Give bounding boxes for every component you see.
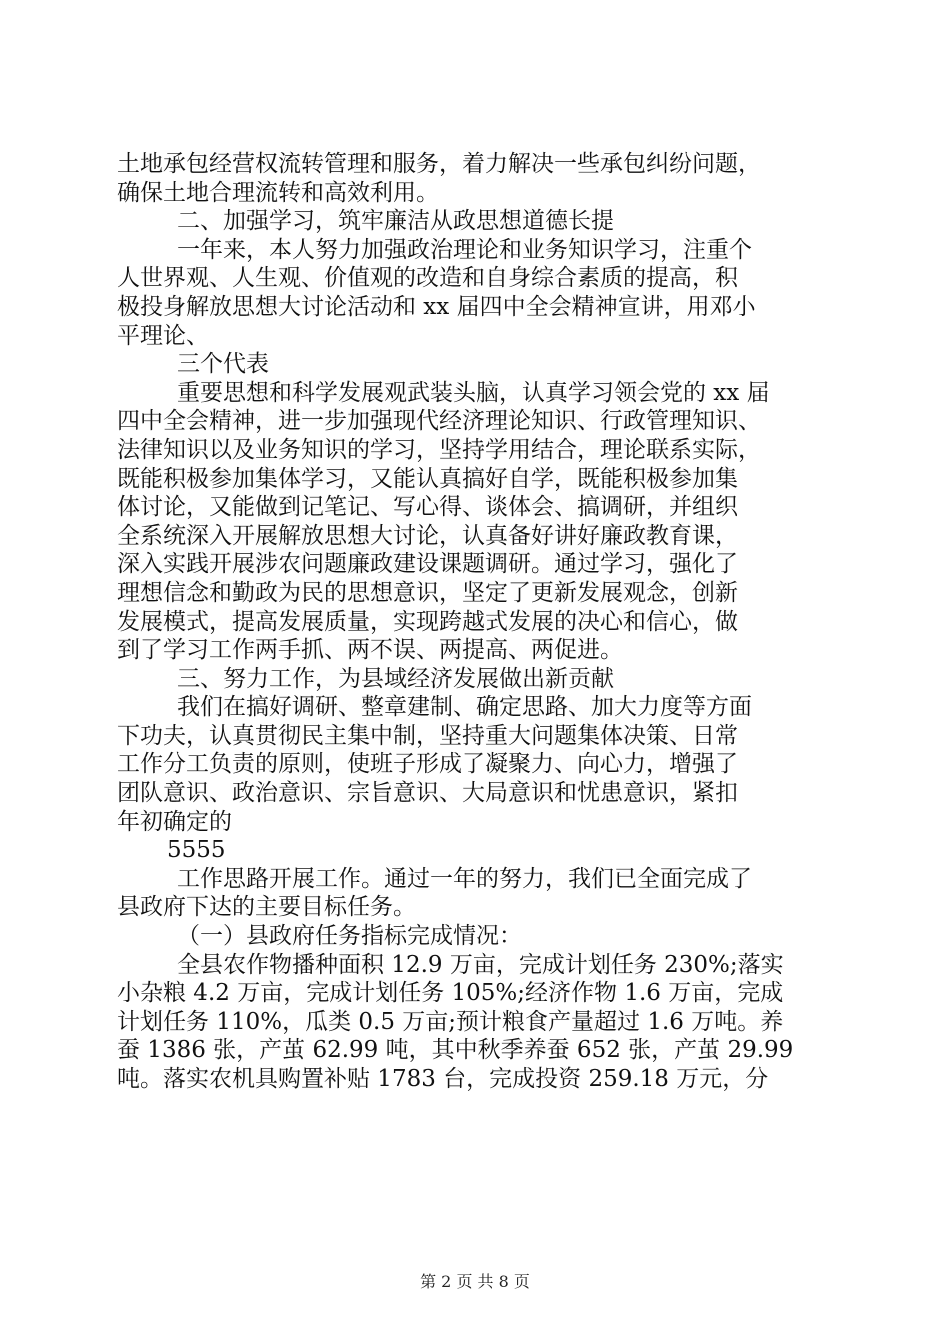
text-line: 工作分工负责的原则，使班子形成了凝聚力、向心力，增强了	[117, 751, 738, 778]
text-line: 到了学习工作两手抓、两不误、两提高、两促进。	[117, 637, 623, 664]
text-line: 县政府下达的主要目标任务。	[117, 894, 416, 921]
text-line: 计划任务 110%，瓜类 0.5 万亩;预计粮食产量超过 1.6 万吨。养	[117, 1008, 784, 1035]
page-number-footer: 第 2 页 共 8 页	[420, 1272, 530, 1291]
text-line: 全系统深入开展解放思想大讨论，认真备好讲好廉政教育课，	[117, 522, 738, 549]
text-line: 三个代表	[177, 351, 269, 378]
text-line: 蚕 1386 张，产茧 62.99 吨，其中秋季养蚕 652 张，产茧 29.99	[117, 1037, 794, 1064]
text-line: 发展模式，提高发展质量，实现跨越式发展的决心和信心，做	[117, 608, 738, 635]
text-line: 体讨论，又能做到记笔记、写心得、谈体会、搞调研，并组织	[117, 494, 738, 521]
text-line: 我们在搞好调研、整章建制、确定思路、加大力度等方面	[177, 694, 752, 721]
text-line: 下功夫，认真贯彻民主集中制，坚持重大问题集体决策、日常	[117, 722, 738, 749]
text-line: 法律知识以及业务知识的学习，坚持学用结合，理论联系实际，	[117, 436, 761, 463]
text-line: 深入实践开展涉农问题廉政建设课题调研。通过学习，强化了	[117, 551, 738, 578]
text-line: 极投身解放思想大讨论活动和 xx 届四中全会精神宣讲，用邓小	[117, 293, 756, 320]
text-line: 团队意识、政治意识、宗旨意识、大局意识和忧患意识，紧扣	[117, 780, 738, 807]
text-line: 5555	[167, 837, 226, 864]
text-line: 既能积极参加集体学习，又能认真搞好自学，既能积极参加集	[117, 465, 738, 492]
text-line: 全县农作物播种面积 12.9 万亩，完成计划任务 230%;落实	[177, 951, 784, 978]
text-line: 土地承包经营权流转管理和服务，着力解决一些承包纠纷问题，	[117, 151, 761, 177]
text-line: 平理论、	[117, 322, 209, 349]
section-heading: 二、加强学习，筑牢廉洁从政思想道德长提	[177, 208, 614, 235]
section-heading: 三、努力工作，为县域经济发展做出新贡献	[177, 665, 614, 692]
text-line: 一年来，本人努力加强政治理论和业务知识学习，注重个	[177, 236, 752, 263]
text-line: 四中全会精神，进一步加强现代经济理论知识、行政管理知识、	[117, 408, 761, 435]
text-line: 理想信念和勤政为民的思想意识，坚定了更新发展观念，创新	[117, 579, 738, 606]
text-line: 吨。落实农机具购置补贴 1783 台，完成投资 259.18 万元，分	[117, 1066, 769, 1092]
text-line: 重要思想和科学发展观武装头脑，认真学习领会党的 xx 届	[177, 379, 770, 406]
document-body	[117, 150, 837, 1094]
text-line: 人世界观、人生观、价值观的改造和自身综合素质的提高，积	[117, 265, 738, 292]
text-line: 小杂粮 4.2 万亩，完成计划任务 105%;经济作物 1.6 万亩，完成	[117, 980, 784, 1007]
text-line: 确保土地合理流转和高效利用。	[117, 179, 439, 206]
text-line: 年初确定的	[117, 808, 232, 835]
text-line: 工作思路开展工作。通过一年的努力，我们已全面完成了	[177, 865, 752, 892]
subsection-heading: （一）县政府任务指标完成情况：	[177, 923, 522, 950]
